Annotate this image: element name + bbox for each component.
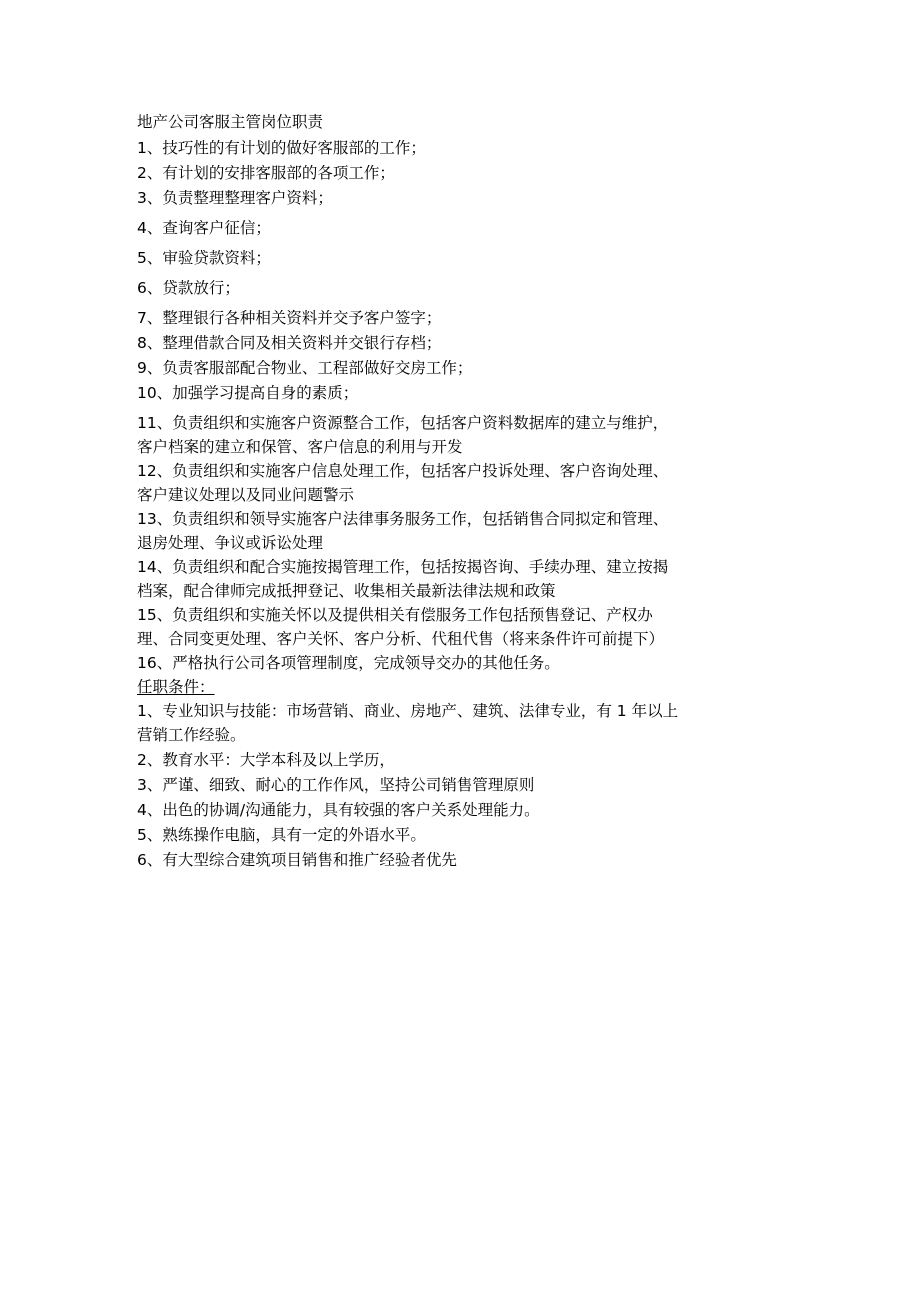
duty-item-6: 6、贷款放行； (137, 279, 240, 297)
requirements-header: 任职条件： (137, 678, 215, 696)
duty-item-12 (137, 459, 787, 507)
requirement-item-4: 4、出色的协调/沟通能力，具有较强的客户关系处理能力。 (137, 801, 540, 819)
requirement-item-1 (137, 699, 787, 747)
duty-item-8: 8、整理借款合同及相关资料并交银行存档； (137, 334, 442, 352)
requirement-item-3: 3、严谨、细致、耐心的工作作风，坚持公司销售管理原则 (137, 776, 535, 794)
duty-item-11-line-1: 11、负责组织和实施客户资源整合工作，包括客户资料数据库的建立与维护， (137, 414, 669, 432)
duty-item-16: 16、严格执行公司各项管理制度，完成领导交办的其他任务。 (137, 654, 560, 672)
duty-item-12-line-1: 12、负责组织和实施客户信息处理工作，包括客户投诉处理、客户咨询处理、 (137, 462, 669, 480)
requirement-item-1-line-1: 1、专业知识与技能：市场营销、商业、房地产、建筑、法律专业，有 1 年以上 (137, 702, 679, 720)
duty-item-1: 1、技巧性的有计划的做好客服部的工作； (137, 139, 426, 157)
duty-item-11-line-2: 客户档案的建立和保管、客户信息的利用与开发 (137, 438, 463, 456)
duty-item-13 (137, 507, 787, 555)
duty-item-13-line-1: 13、负责组织和领导实施客户法律事务服务工作，包括销售合同拟定和管理、 (137, 510, 669, 528)
duty-item-15 (137, 603, 787, 651)
duty-item-2: 2、有计划的安排客服部的各项工作； (137, 164, 395, 182)
duty-item-15-line-1: 15、负责组织和实施关怀以及提供相关有偿服务工作包括预售登记、产权办 (137, 606, 653, 624)
duty-item-5: 5、审验贷款资料； (137, 249, 271, 267)
duty-item-10: 10、加强学习提高自身的素质； (137, 384, 359, 402)
duty-item-15-line-2: 理、合同变更处理、客户关怀、客户分析、代租代售（将来条件许可前提下） (137, 630, 665, 648)
requirement-item-2: 2、教育水平：大学本科及以上学历， (137, 751, 395, 769)
requirement-item-1-line-2: 营销工作经验。 (137, 726, 246, 744)
duty-item-7: 7、整理银行各种相关资料并交予客户签字； (137, 309, 442, 327)
duty-item-9: 9、负责客服部配合物业、工程部做好交房工作； (137, 359, 473, 377)
duty-item-11 (137, 411, 787, 459)
duty-item-3: 3、负责整理整理客户资料； (137, 189, 333, 207)
document-body (137, 110, 787, 873)
duty-item-14-line-2: 档案，配合律师完成抵押登记、收集相关最新法律法规和政策 (137, 582, 556, 600)
duty-item-12-line-2: 客户建议处理以及同业问题警示 (137, 486, 355, 504)
requirement-item-5: 5、熟练操作电脑，具有一定的外语水平。 (137, 826, 426, 844)
duty-item-14 (137, 555, 787, 603)
duty-item-13-line-2: 退房处理、争议或诉讼处理 (137, 534, 324, 552)
document-title: 地产公司客服主管岗位职责 (137, 113, 324, 131)
duty-item-4: 4、查询客户征信； (137, 219, 271, 237)
duty-item-14-line-1: 14、负责组织和配合实施按揭管理工作，包括按揭咨询、手续办理、建立按揭 (137, 558, 669, 576)
requirement-item-6: 6、有大型综合建筑项目销售和推广经验者优先 (137, 851, 457, 869)
